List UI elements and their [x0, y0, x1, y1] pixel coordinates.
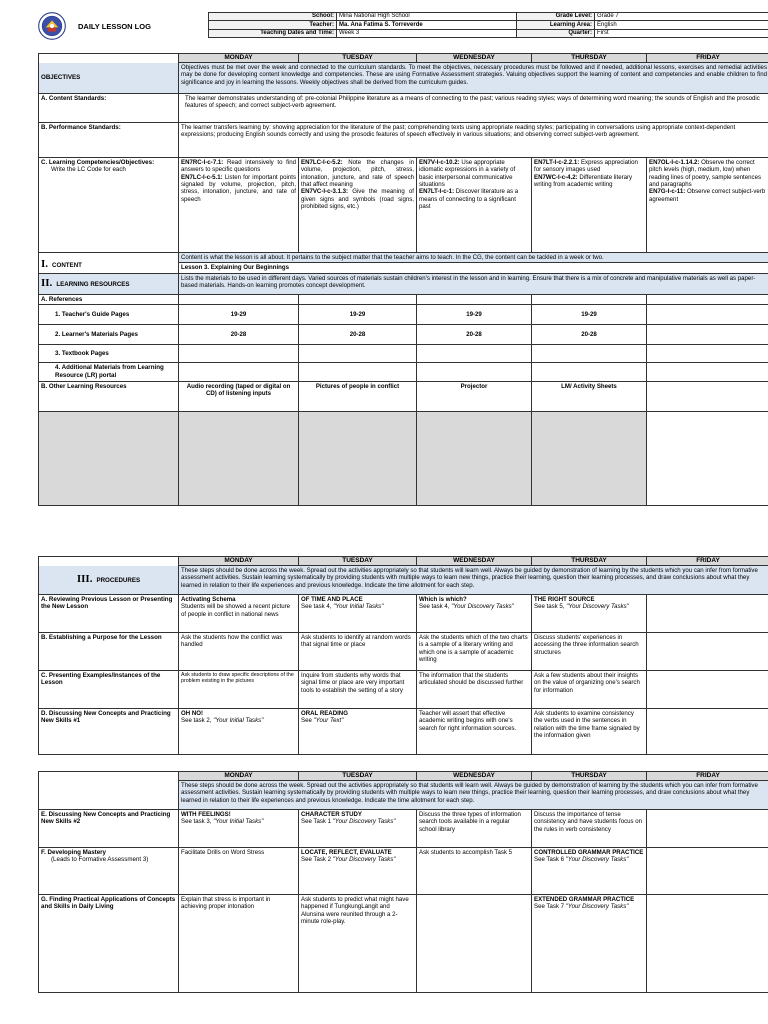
- step-a-thursday: THE RIGHT SOURCE See task 5, "Your Discovery Tasks": [532, 595, 647, 633]
- procedures-note-repeat: These steps should be done across the week. Spread out the activities appropriately so that students will learn well. Always be guided by demonstration of learning by the students which you can infer from formative assessment activities. Sustain learning systematically by providing students with multiple ways to learn new things, practice their learning, question their learning processes, and draw conclusions about what they learned in relation to their life experiences and previous knowledge. Indicate the time allotment for each step.: [179, 781, 768, 810]
- grade-value: Grade 7: [595, 13, 768, 21]
- step-d-label: D. Discussing New Concepts and Practicing New Skills #1: [39, 709, 179, 755]
- resources-note: Lists the materials to be used in different days. Varied sources of materials sustain children's interest in the lesson and in learning. Ensure that there is a mix of concrete and manipulative materials as well as paper-based materials. Hands-on learning promotes concept development.: [179, 273, 768, 294]
- step-b-monday: Ask the students how the conflict was handled: [179, 633, 299, 671]
- textbook-label: 3. Textbook Pages: [39, 345, 179, 363]
- step-d-monday: OH NO! See task 2, "Your Initial Tasks": [179, 709, 299, 755]
- step-c-label: C. Presenting Examples/Instances of the Lesson: [39, 671, 179, 709]
- info-table: School: Mina National High School Grade Level: Grade 7 Teacher: Ma. Ana Fatima S. Torreverde Learning Area: English Teaching Dates and Time: Week 3 Quarter: First: [208, 12, 768, 38]
- deped-seal-icon: [38, 12, 66, 40]
- step-d-wednesday: Teacher will assert that effective academic writing begins with one's search for right information sources.: [417, 709, 532, 755]
- tg-wednesday: 19-29: [417, 305, 532, 325]
- content-note: Content is what the lesson is all about. It pertains to the subject matter that the teacher aims to teach. In the CG, the content can be tackled in a week or two.: [179, 253, 768, 263]
- references-label: A. References: [39, 294, 179, 304]
- step-f-wednesday: Ask students to accomplish Task 5: [417, 848, 532, 895]
- content-lesson: Lesson 3. Explaining Our Beginnings: [179, 263, 768, 273]
- other-tuesday: Pictures of people in conflict: [299, 382, 417, 412]
- tg-label: 1. Teacher's Guide Pages: [39, 305, 179, 325]
- performance-standards-label: B. Performance Standards:: [39, 123, 179, 158]
- step-c-monday: Ask students to draw specific descriptions of the problem existing in the pictures: [179, 671, 299, 709]
- step-a-tuesday: OF TIME AND PLACE See task 4, "Your Initial Tasks": [299, 595, 417, 633]
- competency-friday: EN7OL-I-c-1.14.2: Observe the correct pitch levels (high, medium, low) when reading lines of poetry, sample sentences and paragraphs EN7G-I-c-11: Observe correct subject-verb agreement: [647, 158, 768, 253]
- competency-tuesday: EN7LC-I-c-5.2: Note the changes in volume, projection, pitch, stress, intonation, juncture, and rate of speech that affect meaning EN7VC-I-c-3.1.3: Give the meaning of given signs and symbols (road signs, prohibited signs, etc.): [299, 158, 417, 253]
- step-c-thursday: Ask a few students about their insights on the value of organizing one's search for information: [532, 671, 647, 709]
- day-friday: FRIDAY: [647, 54, 768, 63]
- step-a-monday: Activating Schema Students will be showed a recent picture of people in conflict in national news: [179, 595, 299, 633]
- tg-tuesday: 19-29: [299, 305, 417, 325]
- other-resources-label: B. Other Learning Resources: [39, 382, 179, 412]
- performance-standards-text: The learner transfers learning by: showing appreciation for the literature of the past; comprehending texts using appropriate reading styles; participating in conversations using appropriate context-dependent expressions; producing English sounds correctly and using the prosodic features of speech effectively in various situations; and observing correct subject-verb agreement.: [179, 123, 768, 158]
- step-b-thursday: Discuss students' experiences in accessing the three information search structures: [532, 633, 647, 671]
- procedures-label: III. PROCEDURES: [39, 566, 179, 595]
- step-d-tuesday: ORAL READING See "Your Text": [299, 709, 417, 755]
- procedures-section-2: MONDAY TUESDAY WEDNESDAY THURSDAY FRIDAY These steps should be done across the week. Spread out the activities appropriately so that students will learn well. Always be guided by demonstration of learning by the students which you can infer from formative assessment activities. Sustain learning systematically by providing students with multiple ways to learn new things, practice their learning, question their learning processes, and draw conclusions about what they learned in relation to their life experiences and previous knowledge. Indicate the time allotment for each step. E. Discussing New Concepts and Practicing New Skills #2 WITH FEELINGS! See task 3, "Your Initial Tasks" CHARACTER STUDY See Task 1 "Your Discovery Tasks" Discuss the three types of information search tools available in a regular school library Discuss the importance of tense consistency and have students focus on the rules in verb consistency F. Developing Mastery (Leads to Formative Assessment 3) Facilitate Drills on Word Stress LOCATE, REFLECT, EVALUATE See Task 2 "Your Discovery Tasks" Ask students to accomplish Task 5 CONTROLLED GRAMMAR PRACTICE See Task 6 "Your Discovery Tasks" G. Finding Practical Applications of Concepts and Skills in Daily Living Explain that stress is important in achieving proper intonation Ask students to predict what might have happened if TungkungLangit and Alunsina were reunited through a 2-minute role-play. EXTENDED GRAMMAR PRACTICE See Task 7 "Your Discovery Tasks": [38, 771, 768, 993]
- step-g-thursday: EXTENDED GRAMMAR PRACTICE See Task 7 "Your Discovery Tasks": [532, 895, 647, 993]
- step-c-wednesday: The information that the students articulated should be discussed further: [417, 671, 532, 709]
- lm-monday: 20-28: [179, 325, 299, 345]
- quarter-value: First: [595, 29, 768, 37]
- content-standards-label: A. Content Standards:: [39, 94, 179, 123]
- day-monday: MONDAY: [179, 54, 299, 63]
- competency-monday: EN7RC-I-c-7.1: Read intensively to find answers to specific questions EN7LC-I-c-5.1: Listen for important points signaled by volume, projection, pitch, stress, intonation, juncture, and rate of speech: [179, 158, 299, 253]
- step-g-monday: Explain that stress is important in achieving proper intonation: [179, 895, 299, 993]
- lm-thursday: 20-28: [532, 325, 647, 345]
- tg-monday: 19-29: [179, 305, 299, 325]
- step-b-label: B. Establishing a Purpose for the Lesson: [39, 633, 179, 671]
- dates-value: Week 3: [337, 29, 517, 37]
- lm-friday: [647, 325, 768, 345]
- step-e-tuesday: CHARACTER STUDY See Task 1 "Your Discovery Tasks": [299, 810, 417, 848]
- competency-wednesday: EN7V-I-c-10.2: Use appropriate idiomatic expressions in a variety of basic interpersonal communicative situations EN7LT-I-c-1: Discover literature as a means of connecting to a significant past: [417, 158, 532, 253]
- step-b-tuesday: Ask students to identify at random words that signal time or place: [299, 633, 417, 671]
- procedures-note: These steps should be done across the week. Spread out the activities appropriately so that students will learn well. Always be guided by demonstration of learning by the students which you can infer from formative assessment activities. Sustain learning systematically by providing students with multiple ways to learn new things, practice their learning, question their learning processes, and draw conclusions about what they learned in relation to their life experiences and previous knowledge. Indicate the time allotment for each step.: [179, 566, 768, 595]
- step-e-wednesday: Discuss the three types of information search tools available in a regular school library: [417, 810, 532, 848]
- day-thursday: THURSDAY: [532, 54, 647, 63]
- step-b-wednesday: Ask the students which of the two charts is a sample of a literary writing and which one is a sample of academic writing: [417, 633, 532, 671]
- day-tuesday: TUESDAY: [299, 54, 417, 63]
- step-f-monday: Facilitate Drills on Word Stress: [179, 848, 299, 895]
- step-g-tuesday: Ask students to predict what might have happened if TungkungLangit and Alunsina were reunited through a 2-minute role-play.: [299, 895, 417, 993]
- procedures-section-1: MONDAY TUESDAY WEDNESDAY THURSDAY FRIDAY III. PROCEDURES These steps should be done across the week. Spread out the activities appropriately so that students will learn well. Always be guided by demonstration of learning by the students which you can infer from formative assessment activities. Sustain learning systematically by providing students with multiple ways to learn new things, practice their learning, question their learning processes, and draw conclusions about what they learned in relation to their life experiences and previous knowledge. Indicate the time allotment for each step. A. Reviewing Previous Lesson or Presenting the New Lesson Activating Schema Students will be showed a recent picture of people in conflict in national news OF TIME AND PLACE See task 4, "Your Initial Tasks" Which is which? See task 4, "Your Discovery Tasks" THE RIGHT SOURCE See task 5, "Your Discovery Tasks" B. Establishing a Purpose for the Lesson Ask the students how the conflict was handled Ask students to identify at random words that signal time or place Ask the students which of the two charts is a sample of a literary writing and which one is a sample of academic writing Discuss students' experiences in accessing the three information search structures C. Presenting Examples/Instances of the Lesson Ask students to draw specific descriptions of the problem existing in the pictures Inquire from students why words that signal time or place are very important tools to establish the setting of a story The information that the students articulated should be discussed further Ask a few students about their insights on the value of organizing one's search for information D. Discussing New Concepts and Practicing New Skills #1 OH NO! See task 2, "Your Initial Tasks" ORAL READING See "Your Text" Teacher will assert that effective academic writing begins with one's search for right information sources. Ask students to examine consistency the verbs used in the sentences in relation with the time frame signaled by the information given: [38, 556, 768, 755]
- step-d-thursday: Ask students to examine consistency the verbs used in the sentences in relation with the time frame signaled by the information given: [532, 709, 647, 755]
- content-standards-text: The learner demonstrates understanding of: pre-colonial Philippine literature as a means of connecting to the past; various reading styles; ways of determining word meaning; the sounds of English and the prosodic features of speech; and correct subject-verb agreement.: [179, 94, 768, 123]
- objectives-text: Objectives must be met over the week and connected to the curriculum standards. To meet the objectives, necessary procedures must be followed and if needed, additional lessons, exercises and remedial activities may be done for developing content knowledge and competencies. These are using Formative Assessment strategies. Valuing objectives support the learning of content and competencies and enable children to find significance and joy in learning the lessons. Weekly objectives shall be derived from the curriculum guides.: [179, 63, 768, 94]
- step-e-thursday: Discuss the importance of tense consistency and have students focus on the rules in verb consistency: [532, 810, 647, 848]
- additional-materials-label: 4. Additional Materials from Learning Resource (LR) portal: [39, 363, 179, 382]
- log-title: DAILY LESSON LOG: [78, 21, 151, 31]
- content-label: I. CONTENT: [39, 253, 179, 274]
- step-c-tuesday: Inquire from students why words that signal time or place are very important tools to establish the setting of a story: [299, 671, 417, 709]
- competency-thursday: EN7LT-I-c-2.2.1: Express appreciation for sensory images used EN7WC-I-c-4.2: Differentiate literary writing from academic writing: [532, 158, 647, 253]
- tg-thursday: 19-29: [532, 305, 647, 325]
- step-g-wednesday: [417, 895, 532, 993]
- lm-tuesday: 20-28: [299, 325, 417, 345]
- objectives-label: OBJECTIVES: [39, 63, 179, 94]
- day-wednesday: WEDNESDAY: [417, 54, 532, 63]
- resources-label: II. LEARNING RESOURCES: [39, 273, 179, 294]
- area-value: English: [595, 21, 768, 29]
- step-e-label: E. Discussing New Concepts and Practicing New Skills #2: [39, 810, 179, 848]
- objectives-section: [38, 53, 768, 506]
- step-f-tuesday: LOCATE, REFLECT, EVALUATE See Task 2 "Your Discovery Tasks": [299, 848, 417, 895]
- step-g-label: G. Finding Practical Applications of Concepts and Skills in Daily Living: [39, 895, 179, 993]
- competencies-label: C. Learning Competencies/Objectives: Write the LC Code for each: [39, 158, 179, 253]
- school-value: Mina National High School: [337, 13, 517, 21]
- blank-row: [39, 412, 179, 506]
- tg-friday: [647, 305, 768, 325]
- teacher-value: Ma. Ana Fatima S. Torreverde: [337, 21, 517, 29]
- step-f-thursday: CONTROLLED GRAMMAR PRACTICE See Task 6 "Your Discovery Tasks": [532, 848, 647, 895]
- lm-label: 2. Learner's Materials Pages: [39, 325, 179, 345]
- other-thursday: LM/ Activity Sheets: [532, 382, 647, 412]
- header: [38, 12, 768, 40]
- step-a-wednesday: Which is which? See task 4, "Your Discovery Tasks": [417, 595, 532, 633]
- lm-wednesday: 20-28: [417, 325, 532, 345]
- other-wednesday: Projector: [417, 382, 532, 412]
- other-monday: Audio recording (taped or digital on CD) of listening inputs: [179, 382, 299, 412]
- other-friday: [647, 382, 768, 412]
- step-e-monday: WITH FEELINGS! See task 3, "Your Initial Tasks": [179, 810, 299, 848]
- step-f-label: F. Developing Mastery (Leads to Formative Assessment 3): [39, 848, 179, 895]
- step-a-label: A. Reviewing Previous Lesson or Presenting the New Lesson: [39, 595, 179, 633]
